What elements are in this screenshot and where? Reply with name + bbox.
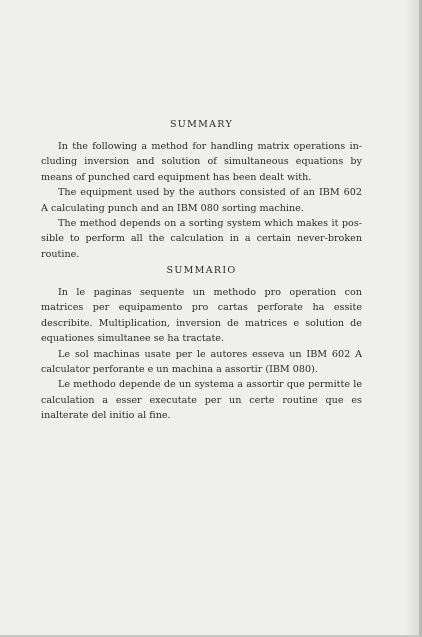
summario-paragraph-3: Le methodo depende de un systema a assortir que permitte le calculation a esser executate per un certe routine que es inalterate del initio al fine. [41,379,362,422]
summary-section [41,119,362,262]
summario-heading: SUMMARIO [166,265,237,276]
summary-paragraph-3: The method depends on a sorting system which makes it possible to perform all the calculation in a certain never-broken routine. [41,218,362,260]
summario-paragraph-2: Le sol machinas usate per le autores esseva un IBM 602 A calculator perforante e un machina a assortir (IBM 080). [41,348,362,376]
summary-paragraph-2: The equipment used by the authors consisted of an IBM 602 A calculating punch and an IBM 080 sorting machine. [41,187,362,214]
summary-heading: SUMMARY [169,119,234,130]
summario-paragraph-1: In le paginas sequente un methodo pro operation con matrices per equipamento pro cartas perforate ha essite describite. Multiplication, inversion de matrices e solution de equationes simultanee se ha tractate. [41,287,362,345]
summario-section [41,265,362,424]
summary-paragraph-1: In the following a method for handling matrix operations including inversion and solution of simultaneous equations by means of punched card equipment has been dealt with. [41,141,362,183]
page-edge-shadow [405,0,419,635]
